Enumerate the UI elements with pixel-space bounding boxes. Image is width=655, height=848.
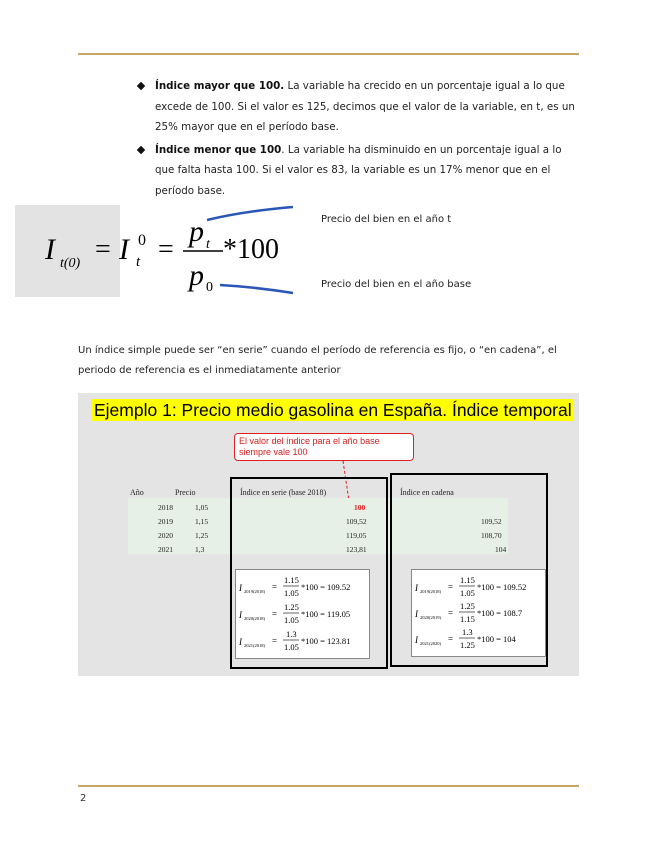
svg-text:*100 = 109.52: *100 = 109.52	[301, 582, 351, 592]
svg-text:2019(2018): 2019(2018)	[420, 589, 441, 594]
formula-mult: *100	[223, 234, 279, 265]
svg-text:I: I	[239, 583, 242, 593]
svg-text:1.25: 1.25	[284, 602, 299, 612]
pointer-line-base	[220, 285, 293, 293]
svg-text:1.05: 1.05	[284, 615, 299, 625]
svg-text:*100 = 119.05: *100 = 119.05	[301, 609, 351, 619]
formula-eq1: =	[95, 234, 111, 265]
formula-num-sub: t	[206, 237, 210, 252]
header-year: Año	[130, 488, 144, 497]
svg-text:1.15: 1.15	[284, 575, 299, 585]
svg-text:*100 = 123.81: *100 = 123.81	[301, 636, 351, 646]
cell-serie: 119,05	[346, 531, 367, 540]
svg-text:I: I	[415, 609, 418, 619]
serie-formula-2	[238, 602, 350, 625]
cadena-formula-3	[414, 627, 517, 650]
svg-text:2019(2018): 2019(2018)	[244, 589, 265, 594]
formula-lhs-sub: t(0)	[60, 256, 81, 271]
cell-serie: 109,52	[346, 517, 367, 526]
bullet-item-less	[138, 140, 583, 202]
header-cadena: Índice en cadena	[400, 488, 454, 497]
cadena-formulas-svg	[412, 570, 545, 656]
formula-mid: I	[119, 233, 129, 266]
serie-formulas-svg	[236, 570, 369, 658]
footer-rule	[78, 785, 579, 787]
svg-text:2021(2020): 2021(2020)	[420, 641, 441, 646]
svg-text:=: =	[448, 582, 454, 592]
svg-text:=: =	[272, 636, 278, 646]
svg-text:1.15: 1.15	[460, 575, 475, 585]
svg-text:2020(2018): 2020(2018)	[244, 616, 265, 621]
svg-text:I: I	[239, 610, 242, 620]
header-rule	[78, 53, 579, 55]
serie-formula-1	[238, 575, 350, 598]
svg-text:1.05: 1.05	[460, 588, 475, 598]
svg-text:=: =	[272, 582, 278, 592]
svg-text:2021(2018): 2021(2018)	[244, 643, 265, 648]
formula-den-sub: 0	[206, 280, 213, 295]
header-serie: Índice en serie (base 2018)	[240, 488, 327, 497]
bullet-bold-label: Índice mayor que 100.	[155, 80, 285, 92]
cell-serie-base: 100	[354, 503, 366, 512]
svg-text:*100 = 108.7: *100 = 108.7	[477, 608, 523, 618]
cell-year: 2018	[158, 503, 173, 512]
formula-lhs: I	[45, 233, 55, 266]
cell-price: 1,15	[195, 517, 209, 526]
diamond-bullet-icon	[137, 145, 145, 153]
body-paragraph: Un índice simple puede ser “en serie” cuando el período de referencia es fijo, o “en cadena”, el periodo de referencia es el inmediatamente anterior	[78, 345, 557, 376]
cell-serie: 123,81	[346, 545, 367, 554]
bullet-text: La variable ha crecido en un porcentaje igual a lo que excede de 100. Si el valor es 125, decimos que el valor de la variable, en t, es un 25% mayor que en el período base.	[155, 80, 575, 133]
cell-year: 2020	[158, 531, 173, 540]
cell-price: 1,05	[195, 503, 209, 512]
svg-text:=: =	[272, 609, 278, 619]
serie-formulas	[235, 569, 370, 659]
page-number: 2	[80, 793, 87, 804]
cell-year: 2021	[158, 545, 173, 554]
label-price-base: Precio del bien en el año base	[321, 279, 472, 290]
formula-eq2: =	[158, 234, 174, 265]
diamond-bullet-icon	[137, 82, 145, 90]
svg-text:1.3: 1.3	[286, 629, 297, 639]
cadena-formula-2	[414, 601, 522, 624]
svg-text:=: =	[448, 608, 454, 618]
formula-mid-sub: t	[136, 254, 141, 270]
base-year-callout: El valor del índice para el año base siempre vale 100	[234, 433, 414, 461]
svg-text:1.3: 1.3	[462, 627, 473, 637]
formula-mid-sup: 0	[138, 232, 146, 249]
svg-text:=: =	[448, 634, 454, 644]
cell-cadena: 109,52	[481, 517, 502, 526]
cell-price: 1,25	[195, 531, 209, 540]
svg-text:*100 = 109.52: *100 = 109.52	[477, 582, 527, 592]
cell-year: 2019	[158, 517, 173, 526]
svg-text:1.15: 1.15	[460, 614, 475, 624]
svg-text:*100 = 104: *100 = 104	[477, 634, 516, 644]
cadena-formulas	[411, 569, 546, 657]
formula-den: p	[189, 259, 204, 292]
index-formula	[15, 205, 295, 295]
svg-text:I: I	[415, 635, 418, 645]
pointer-line-t	[207, 207, 293, 220]
svg-text:1.25: 1.25	[460, 601, 475, 611]
svg-text:1.05: 1.05	[284, 642, 299, 652]
svg-text:1.25: 1.25	[460, 640, 475, 650]
cell-cadena: 104	[495, 545, 507, 554]
formula-svg	[15, 205, 295, 297]
bullet-text: . La variable ha disminuido en un porcentaje igual a lo que falta hasta 100. Si el valor es 83, la variable es un 17% menor que en el período base.	[155, 143, 562, 197]
header-price: Precio	[175, 488, 196, 497]
slide-title: Ejemplo 1: Precio medio gasolina en España. Índice temporal	[94, 400, 572, 420]
bullet-list	[138, 76, 583, 203]
svg-text:I: I	[415, 583, 418, 593]
bullet-item-greater	[138, 76, 583, 138]
example-slide	[78, 393, 579, 676]
svg-text:1.05: 1.05	[284, 588, 299, 598]
cadena-formula-1	[414, 575, 526, 598]
cell-cadena: 108,70	[481, 531, 502, 540]
formula-num: p	[189, 215, 204, 248]
serie-formula-3	[238, 629, 350, 652]
svg-text:I: I	[239, 637, 242, 647]
svg-text:2020(2019): 2020(2019)	[420, 615, 441, 620]
bullet-bold-label: Índice menor que 100	[155, 143, 282, 156]
cell-price: 1,3	[195, 545, 205, 554]
label-price-t: Precio del bien en el año t	[321, 214, 452, 225]
